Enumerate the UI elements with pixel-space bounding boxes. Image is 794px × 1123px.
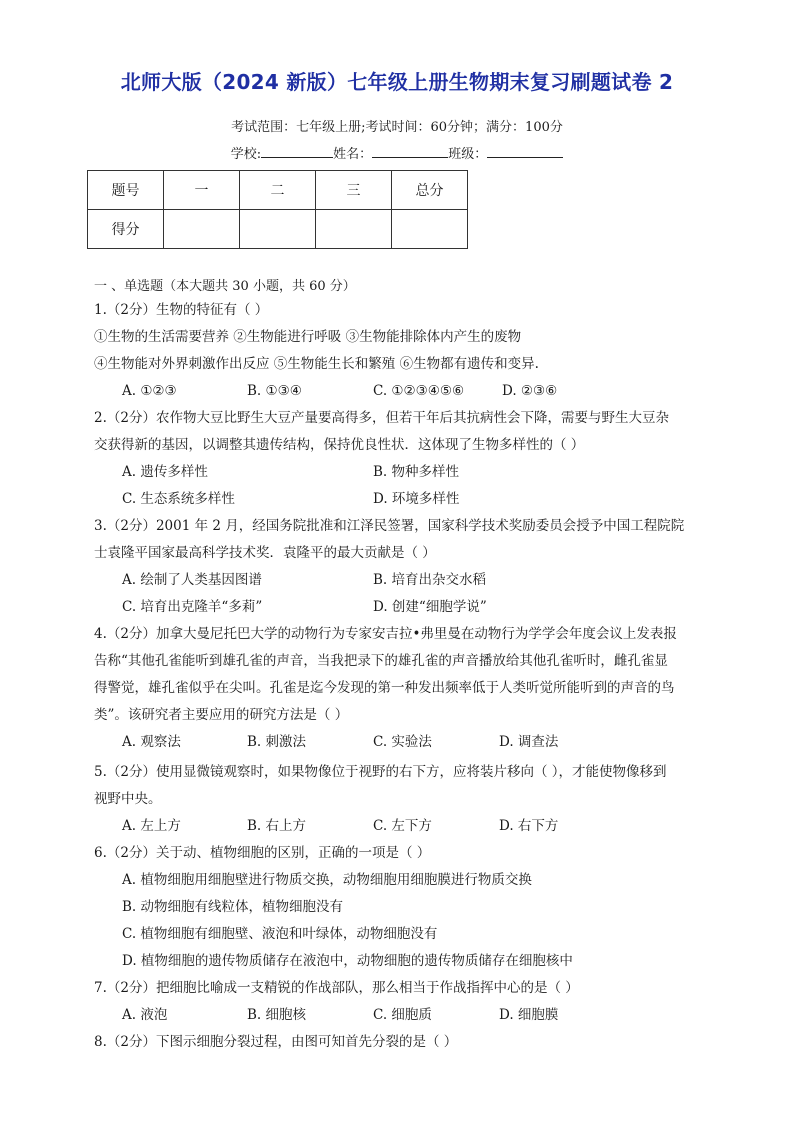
question-text: ④生物能对外界刺激作出反应 ⑤生物能生长和繁殖 ⑥生物都有遗传和变异. [94,356,539,372]
score-cell[interactable] [164,210,240,249]
option-row [94,594,704,621]
question-text: 3.（2分）2001 年 2 月，经国务院批准和江泽民签署，国家科学技术奖励委员会授予中国工程院院 [94,518,685,534]
question-2 [94,405,704,513]
option-row [94,378,704,405]
score-cell[interactable] [392,210,468,249]
option-b[interactable]: B. 动物细胞有线粒体，植物细胞没有 [122,899,344,915]
option-b[interactable]: B. 培育出杂交水稻 [373,572,487,588]
question-text: 7.（2分）把细胞比喻成一支精锐的作战部队，那么相当于作战指挥中心的是（ ） [94,980,579,996]
score-cell[interactable] [240,210,316,249]
header-cell: 二 [240,171,316,210]
option-b[interactable]: B. 物种多样性 [373,464,460,480]
header-cell: 总分 [392,171,468,210]
option-d[interactable]: D. 右下方 [499,818,559,834]
question-text: 2.（2分）农作物大豆比野生大豆产量要高得多，但若干年后其抗病性会下降，需要与野生大豆杂 [94,410,669,426]
question-1 [94,297,704,405]
question-8 [94,1029,704,1056]
score-table [87,170,468,249]
option-c[interactable]: C. 生态系统多样性 [122,491,235,507]
question-3 [94,513,704,621]
option-row [94,1002,704,1029]
option-row [94,948,704,975]
option-b[interactable]: B. 细胞核 [247,1007,307,1023]
question-text: 类”。该研究者主要应用的研究方法是（ ） [94,707,349,723]
name-label: 姓名： [333,147,373,162]
option-a[interactable]: A. 液泡 [122,1007,168,1023]
option-c[interactable]: C. 细胞质 [373,1007,432,1023]
option-c[interactable]: C. 植物细胞有细胞壁、液泡和叶绿体，动物细胞没有 [122,926,438,942]
option-a[interactable]: A. ①②③ [122,383,177,399]
question-text: ①生物的生活需要营养 ②生物能进行呼吸 ③生物能排除体内产生的废物 [94,329,522,345]
question-text: 8.（2分）下图示细胞分裂过程，由图可知首先分裂的是（ ） [94,1034,458,1050]
header-cell: 一 [164,171,240,210]
option-b[interactable]: B. 右上方 [247,818,307,834]
option-c[interactable]: C. ①②③④⑤⑥ [373,383,465,399]
question-4 [94,621,704,756]
option-row [94,729,704,756]
question-text: 视野中央。 [94,791,162,807]
header-cell: 三 [316,171,392,210]
header-cell: 题号 [88,171,164,210]
question-text: 4.（2分）加拿大曼尼托巴大学的动物行为专家安吉拉•弗里曼在动物行为学学会年度会议上发表报 [94,626,677,642]
score-row-label: 得分 [88,210,164,249]
question-text: 交获得新的基因，以调整其遗传结构，保持优良性状．这体现了生物多样性的（ ） [94,437,585,453]
option-row [94,921,704,948]
score-table-header-row [88,171,468,210]
question-text: 士袁隆平国家最高科学技术奖．袁隆平的最大贡献是（ ） [94,545,436,561]
option-b[interactable]: B. 刺激法 [247,734,307,750]
option-d[interactable]: D. ②③⑥ [502,383,558,399]
option-row [94,867,704,894]
option-d[interactable]: D. 植物细胞的遗传物质储存在液泡中，动物细胞的遗传物质储存在细胞核中 [122,953,573,969]
option-d[interactable]: D. 调查法 [499,734,559,750]
option-d[interactable]: D. 细胞膜 [499,1007,559,1023]
school-label: 学校: [230,147,262,162]
option-d[interactable]: D. 环境多样性 [373,491,460,507]
school-blank[interactable] [261,144,333,158]
option-c[interactable]: C. 实验法 [373,734,432,750]
option-c[interactable]: C. 左下方 [373,818,432,834]
option-a[interactable]: A. 左上方 [122,818,181,834]
option-a[interactable]: A. 植物细胞用细胞壁进行物质交换，动物细胞用细胞膜进行物质交换 [122,872,532,888]
exam-info: 考试范围：七年级上册;考试时间：60分钟；满分：100分 [231,120,563,135]
option-row [94,894,704,921]
question-5 [94,759,704,840]
exam-title: 北师大版（2024 新版）七年级上册生物期末复习刷题试卷 2 [120,70,674,94]
student-info-line [0,143,794,162]
class-blank[interactable] [487,144,563,158]
score-table-score-row [88,210,468,249]
question-text: 得警觉，雄孔雀似乎在尖叫。孔雀是迄今发现的第一种发出频率低于人类听觉所能听到的声音的鸟 [94,680,675,696]
option-row [94,813,704,840]
option-c[interactable]: C. 培育出克隆羊“多莉” [122,599,263,615]
option-d[interactable]: D. 创建“细胞学说” [373,599,487,615]
class-label: 班级： [448,147,488,162]
question-text: 6.（2分）关于动、植物细胞的区别，正确的一项是（ ） [94,845,431,861]
score-cell[interactable] [316,210,392,249]
question-text: 1.（2分）生物的特征有（ ） [94,302,269,318]
option-row [94,567,704,594]
option-a[interactable]: A. 绘制了人类基因图谱 [122,572,262,588]
option-row [94,459,704,486]
question-text: 告称“其他孔雀能听到雄孔雀的声音，当我把录下的雄孔雀的声音播放给其他孔雀听时，雌孔雀显 [94,653,668,669]
question-6 [94,840,704,975]
question-7 [94,975,704,1029]
option-row [94,486,704,513]
option-a[interactable]: A. 遗传多样性 [122,464,208,480]
name-blank[interactable] [372,144,448,158]
option-b[interactable]: B. ①③④ [247,383,302,399]
question-text: 5.（2分）使用显微镜观察时，如果物像位于视野的右下方，应将装片移向（ ），才能使物像移到 [94,764,667,780]
option-a[interactable]: A. 观察法 [122,734,181,750]
section-heading: 一 、单选题（本大题共 30 小题，共 60 分） [94,279,356,294]
